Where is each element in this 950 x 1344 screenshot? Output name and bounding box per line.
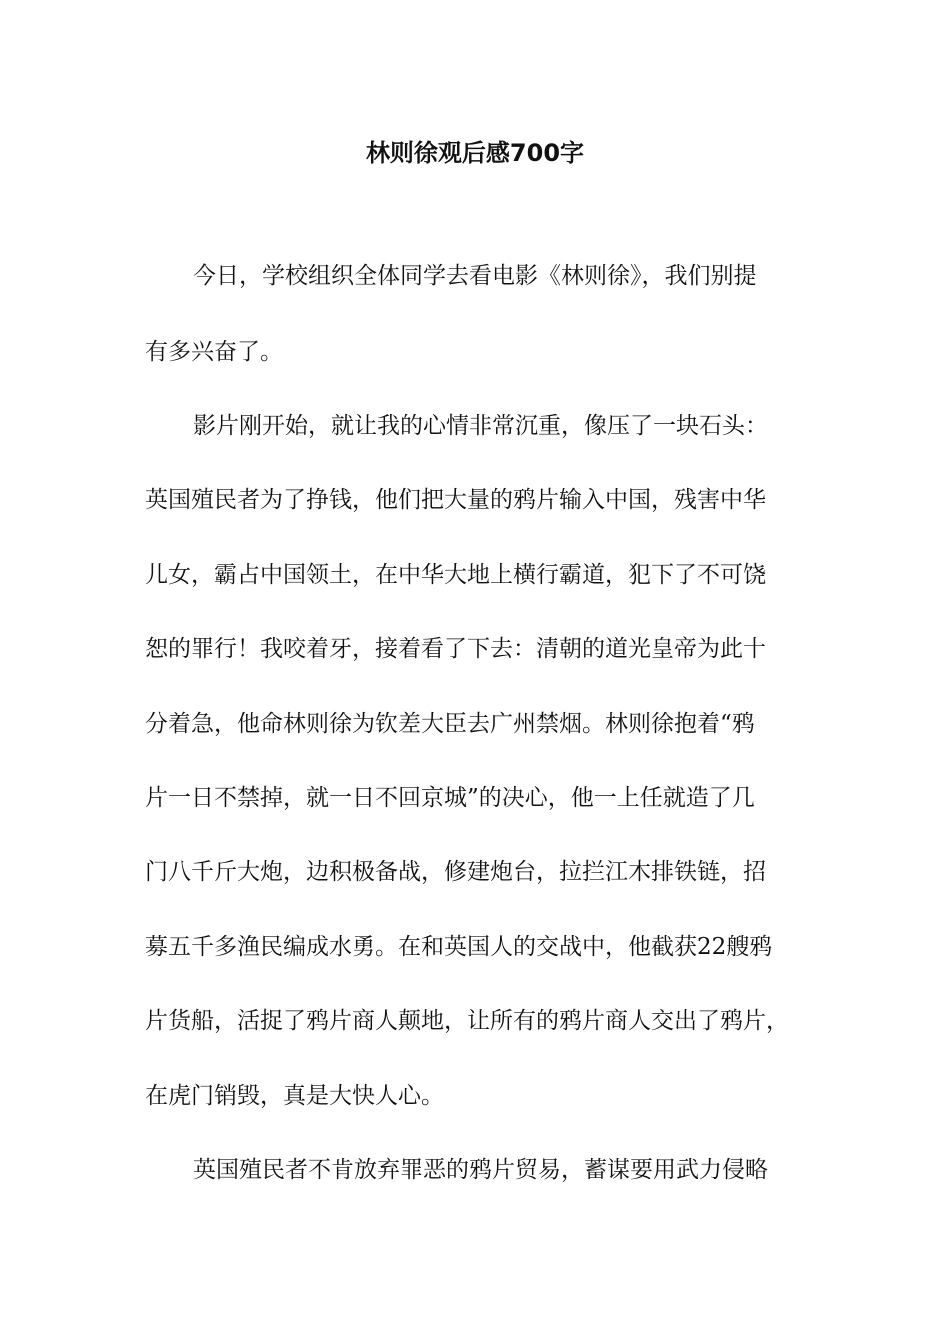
paragraph-1-line-2: 有多兴奋了。: [145, 339, 283, 365]
paragraph-2-line-1: 影片刚开始，就让我的心情非常沉重，像压了一块石头：: [193, 413, 768, 439]
document-title: 林则徐观后感700字: [365, 139, 585, 167]
paragraph-2-line-7: 门八千斤大炮，边积极备战，修建炮台，拉拦江木排铁链，招: [145, 859, 766, 885]
paragraph-1-line-1: 今日，学校组织全体同学去看电影《林则徐》，我们别提: [193, 263, 757, 289]
paragraph-2-line-10: 在虎门销毁，真是大快人心。: [145, 1083, 444, 1109]
paragraph-2-line-2: 英国殖民者为了挣钱，他们把大量的鸦片输入中国，残害中华: [145, 487, 766, 513]
paragraph-2-line-8: 募五千多渔民编成水勇。在和英国人的交战中，他截获22艘鸦: [145, 934, 773, 960]
paragraph-2-line-9: 片货船，活捉了鸦片商人颠地，让所有的鸦片商人交出了鸦片，: [145, 1008, 789, 1034]
paragraph-3-line-1: 英国殖民者不肯放弃罪恶的鸦片贸易，蓄谋要用武力侵略: [193, 1157, 768, 1183]
paragraph-2-line-6: 片一日不禁掉，就一日不回京城”的决心，他一上任就造了几: [145, 785, 755, 811]
paragraph-2-line-3: 儿女，霸占中国领土，在中华大地上横行霸道，犯下了不可饶: [145, 562, 766, 588]
paragraph-2-line-4: 恕的罪行！我咬着牙，接着看了下去：清朝的道光皇帝为此十: [145, 636, 766, 662]
paragraph-2-line-5: 分着急，他命林则徐为钦差大臣去广州禁烟。林则徐抱着“鸦: [145, 711, 755, 737]
